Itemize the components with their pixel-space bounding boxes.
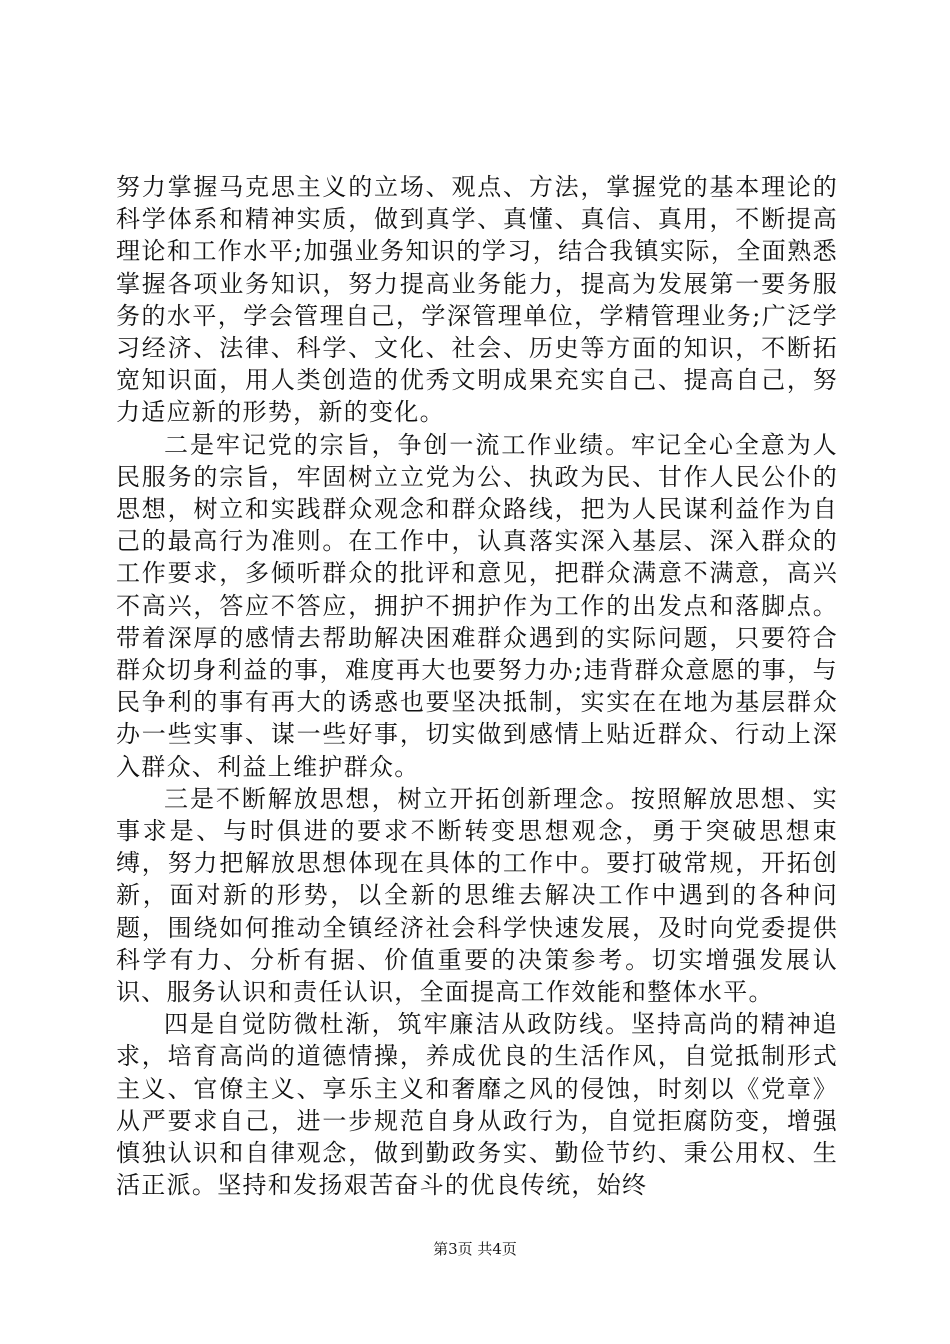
paragraph-4: 四是自觉防微杜渐，筑牢廉洁从政防线。坚持高尚的精神追求，培育高尚的道德情操，养成优良的生活作风，自觉抵制形式主义、官僚主义、享乐主义和奢靡之风的侵蚀，时刻以《党章》从严要求自己，进一步规范自身从政行为，自觉拒腐防变，增强慎独认识和自律观念，做到勤政务实、勤俭节约、秉公用权、生活正派。坚持和发扬艰苦奋斗的优良传统，始终 [116,1010,838,1200]
document-body [116,171,838,1202]
page-footer: 第3页 共4页 [433,1240,517,1258]
paragraph-3: 三是不断解放思想，树立开拓创新理念。按照解放思想、实事求是、与时俱进的要求不断转变思想观念，勇于突破思想束缚，努力把解放思想体现在具体的工作中。要打破常规，开拓创新，面对新的形势，以全新的思维去解决工作中遇到的各种问题，围绕如何推动全镇经济社会科学快速发展，及时向党委提供科学有力、分析有据、价值重要的决策参考。切实增强发展认识、服务认识和责任认识，全面提高工作效能和整体水平。 [116,784,838,1007]
paragraph-1: 努力掌握马克思主义的立场、观点、方法，掌握党的基本理论的科学体系和精神实质，做到真学、真懂、真信、真用，不断提高理论和工作水平;加强业务知识的学习，结合我镇实际，全面熟悉掌握各项业务知识，努力提高业务能力，提高为发展第一要务服务的水平，学会管理自己，学深管理单位，学精管理业务;广泛学习经济、法律、科学、文化、社会、历史等方面的知识，不断拓宽知识面，用人类创造的优秀文明成果充实自己、提高自己，努力适应新的形势，新的变化。 [116,173,838,427]
paragraph-2: 二是牢记党的宗旨，争创一流工作业绩。牢记全心全意为人民服务的宗旨，牢固树立立党为公、执政为民、甘作人民公仆的思想，树立和实践群众观念和群众路线，把为人民谋利益作为自己的最高行为准则。在工作中，认真落实深入基层、深入群众的工作要求，多倾听群众的批评和意见，把群众满意不满意，高兴不高兴，答应不答应，拥护不拥护作为工作的出发点和落脚点。带着深厚的感情去帮助解决困难群众遇到的实际问题，只要符合群众切身利益的事，难度再大也要努力办;违背群众意愿的事，与民争利的事有再大的诱惑也要坚决抵制，实实在在地为基层群众办一些实事、谋一些好事，切实做到感情上贴近群众、行动上深入群众、利益上维护群众。 [116,430,838,781]
